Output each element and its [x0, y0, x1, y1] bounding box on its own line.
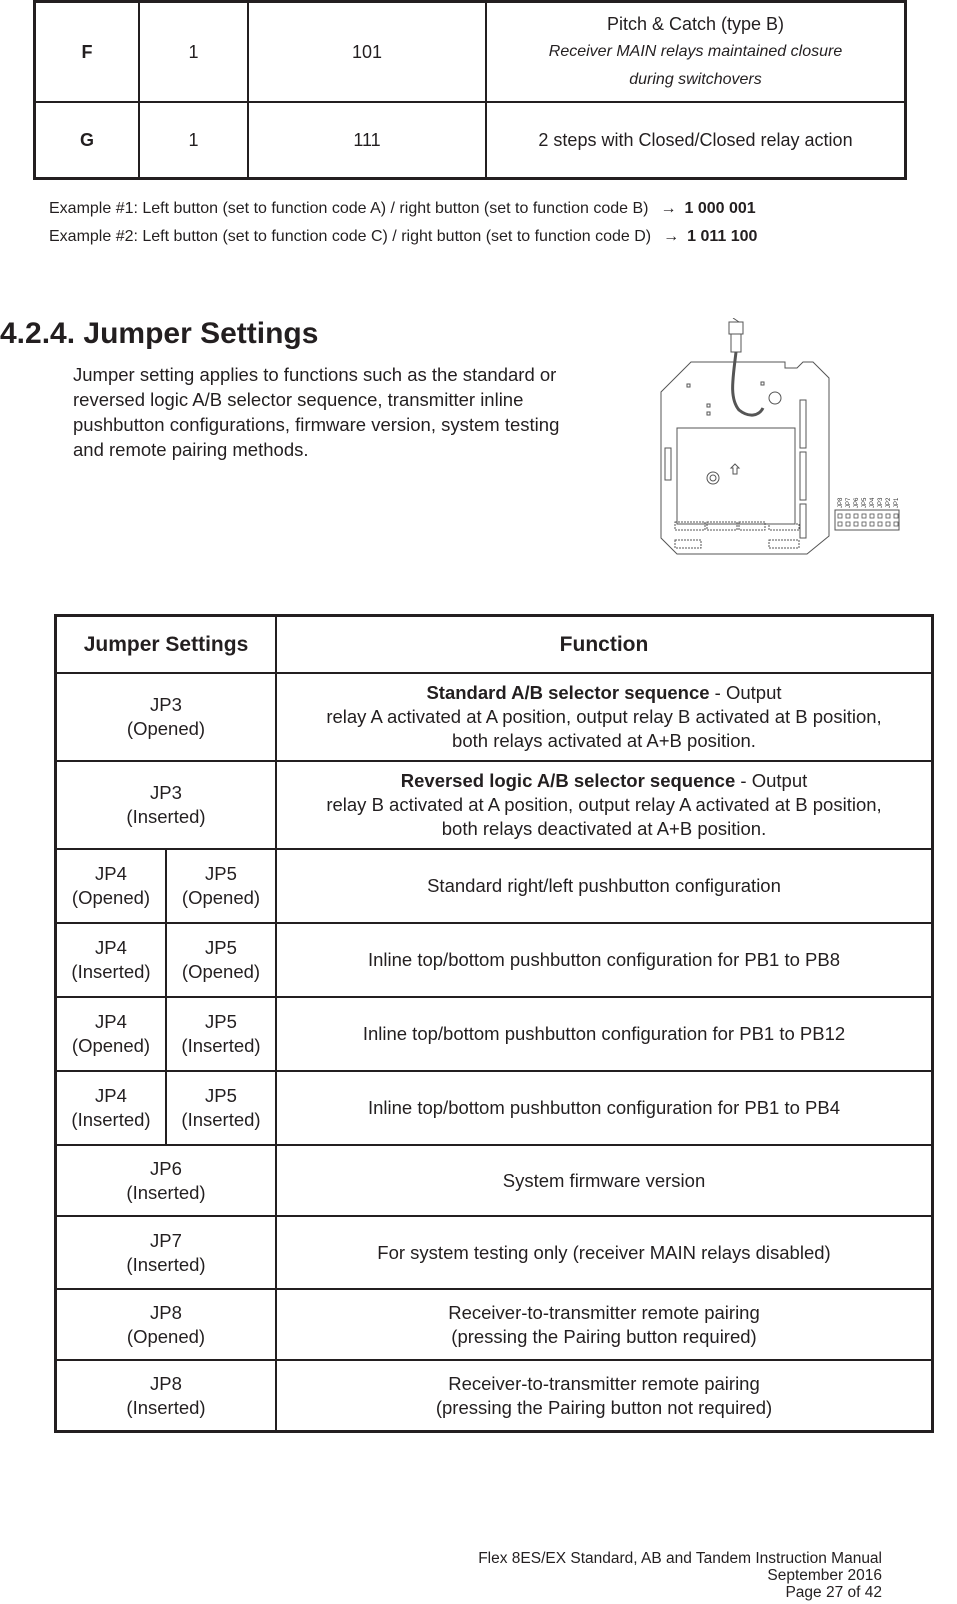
jumper-cell [56, 997, 166, 1071]
table-row [35, 102, 905, 178]
jumper-block-icon [835, 510, 899, 530]
description-note: during switchovers [629, 71, 762, 89]
function-text: Receiver-to-transmitter remote pairing [448, 1372, 760, 1394]
jumper-state: (Opened) [181, 961, 261, 982]
jumper-id: JP7 [150, 1229, 182, 1251]
function-text: both relays deactivated at A+B position. [441, 818, 767, 839]
jumper-cell [56, 761, 276, 849]
footer-date: September 2016 [767, 1567, 882, 1584]
table-row [56, 1289, 932, 1360]
jumper-id: JP5 [205, 1011, 237, 1032]
jumper-cell [56, 1145, 276, 1216]
jumper-label: JP5 [862, 497, 868, 508]
description-title: Pitch & Catch (type B) [606, 14, 785, 35]
jumper-label: JP2 [886, 497, 892, 508]
jumper-id: JP4 [95, 1011, 127, 1032]
jumper-cell [56, 1360, 276, 1431]
table-row [56, 1145, 932, 1216]
example-code: 1 011 100 [687, 228, 758, 245]
board-outline [661, 362, 829, 554]
code-count: 1 [139, 102, 248, 178]
jumper-cell [166, 997, 276, 1071]
code-binary: 111 [248, 102, 486, 178]
section-heading: 4.2.4. Jumper Settings [0, 317, 319, 350]
table-row [56, 1216, 932, 1289]
jumper-label: JP3 [878, 497, 884, 508]
function-text: (pressing the Pairing button not required) [435, 1396, 773, 1418]
table-header-row [56, 616, 932, 673]
jumper-id: JP8 [150, 1372, 182, 1394]
example-line [49, 200, 756, 218]
function-cell: Standard right/left pushbutton configuration [276, 849, 932, 923]
function-cell [276, 1360, 932, 1431]
function-text: - Output [709, 682, 782, 703]
column-header: Function [276, 616, 932, 673]
function-cell: System firmware version [276, 1145, 932, 1216]
code-letter: G [35, 102, 139, 178]
jumper-label: JP7 [846, 497, 852, 508]
jumper-id: JP3 [150, 782, 182, 803]
function-cell: For system testing only (receiver MAIN relays disabled) [276, 1216, 932, 1289]
intro-line: reversed logic A/B selector sequence, transmitter inline [73, 389, 524, 410]
code-binary: 101 [248, 2, 486, 102]
code-description: 2 steps with Closed/Closed relay action [486, 102, 905, 178]
function-cell [276, 761, 932, 849]
jumper-label: JP4 [870, 497, 876, 508]
arrow-icon: → [660, 200, 677, 217]
jumper-cell [56, 1216, 276, 1289]
table-row [56, 849, 932, 923]
jumper-state: (Inserted) [181, 1035, 261, 1056]
function-text: relay B activated at A position, output relay A activated at B position, [326, 794, 882, 815]
arrow-icon: → [663, 228, 680, 245]
jumper-cell [56, 923, 166, 997]
jumper-id: JP4 [95, 863, 127, 884]
example-text: Example #2: Left button (set to function code C) / right button (set to function code D) [49, 228, 652, 245]
table-row [56, 1360, 932, 1431]
table-row [56, 997, 932, 1071]
jumper-cell [56, 673, 276, 761]
jumper-state: (Opened) [181, 887, 261, 908]
function-text: - Output [735, 770, 808, 791]
jumper-settings-table [54, 614, 934, 1433]
code-count: 1 [139, 2, 248, 102]
jumper-state: (Inserted) [181, 1109, 261, 1130]
button-icon [769, 392, 781, 404]
description-note: Receiver MAIN relays maintained closure [548, 43, 843, 61]
jumper-id: JP5 [205, 937, 237, 958]
jumper-id: JP6 [150, 1157, 182, 1179]
function-text: both relays activated at A+B position. [452, 730, 756, 751]
example-code: 1 000 001 [684, 200, 756, 217]
jumper-cell [166, 923, 276, 997]
jumper-cell [56, 849, 166, 923]
table-row [35, 2, 905, 102]
column-header: Jumper Settings [56, 616, 276, 673]
intro-line: pushbutton configurations, firmware version, system testing [73, 414, 560, 435]
jumper-label: JP1 [894, 497, 900, 508]
function-title: Standard A/B selector sequence [426, 682, 710, 703]
jumper-cell [166, 849, 276, 923]
jumper-cell [166, 1071, 276, 1145]
function-code-table [33, 0, 907, 180]
function-cell [276, 673, 932, 761]
function-text: relay A activated at A position, output relay B activated at B position, [326, 706, 882, 727]
example-text: Example #1: Left button (set to function code A) / right button (set to function code B) [49, 200, 649, 217]
function-text: Receiver-to-transmitter remote pairing [448, 1301, 760, 1323]
function-cell [276, 1289, 932, 1360]
jumper-id: JP5 [205, 863, 237, 884]
jumper-state: (Opened) [126, 718, 206, 739]
jumper-state: (Inserted) [126, 1253, 206, 1275]
jumper-cell [56, 1289, 276, 1360]
page-footer [478, 1550, 882, 1601]
table-row [56, 923, 932, 997]
jumper-state: (Opened) [71, 1035, 151, 1056]
jumper-label: JP8 [838, 497, 844, 508]
function-text: (pressing the Pairing button required) [451, 1325, 757, 1347]
jumper-state: (Inserted) [71, 1109, 151, 1130]
table-row [56, 761, 932, 849]
code-letter: F [35, 2, 139, 102]
intro-line: Jumper setting applies to functions such as the standard or [73, 364, 557, 385]
section-intro [73, 362, 633, 462]
example-line [49, 228, 757, 246]
jumper-id: JP4 [95, 937, 127, 958]
footer-title: Flex 8ES/EX Standard, AB and Tandem Instruction Manual [478, 1550, 882, 1567]
jumper-state: (Inserted) [71, 961, 151, 982]
jumper-state: (Inserted) [126, 806, 206, 827]
jumper-state: (Inserted) [126, 1181, 206, 1203]
jumper-state: (Opened) [126, 1325, 206, 1347]
circuit-board-illustration [657, 318, 909, 574]
intro-line: and remote pairing methods. [73, 439, 309, 460]
code-description [486, 2, 905, 102]
antenna-connector-icon [729, 322, 743, 334]
chip-icon [677, 428, 795, 524]
jumper-cell [56, 1071, 166, 1145]
page-number: Page 27 of 42 [785, 1584, 882, 1601]
jumper-state: (Opened) [71, 887, 151, 908]
jumper-state: (Inserted) [126, 1396, 206, 1418]
jumper-id: JP5 [205, 1085, 237, 1106]
function-cell: Inline top/bottom pushbutton configuration for PB1 to PB4 [276, 1071, 932, 1145]
function-cell: Inline top/bottom pushbutton configuration for PB1 to PB8 [276, 923, 932, 997]
table-row [56, 673, 932, 761]
jumper-id: JP3 [150, 694, 182, 715]
function-cell: Inline top/bottom pushbutton configuration for PB1 to PB12 [276, 997, 932, 1071]
function-title: Reversed logic A/B selector sequence [400, 770, 736, 791]
table-row [56, 1071, 932, 1145]
jumper-id: JP4 [95, 1085, 127, 1106]
jumper-id: JP8 [150, 1301, 182, 1323]
jumper-label: JP6 [854, 497, 860, 508]
